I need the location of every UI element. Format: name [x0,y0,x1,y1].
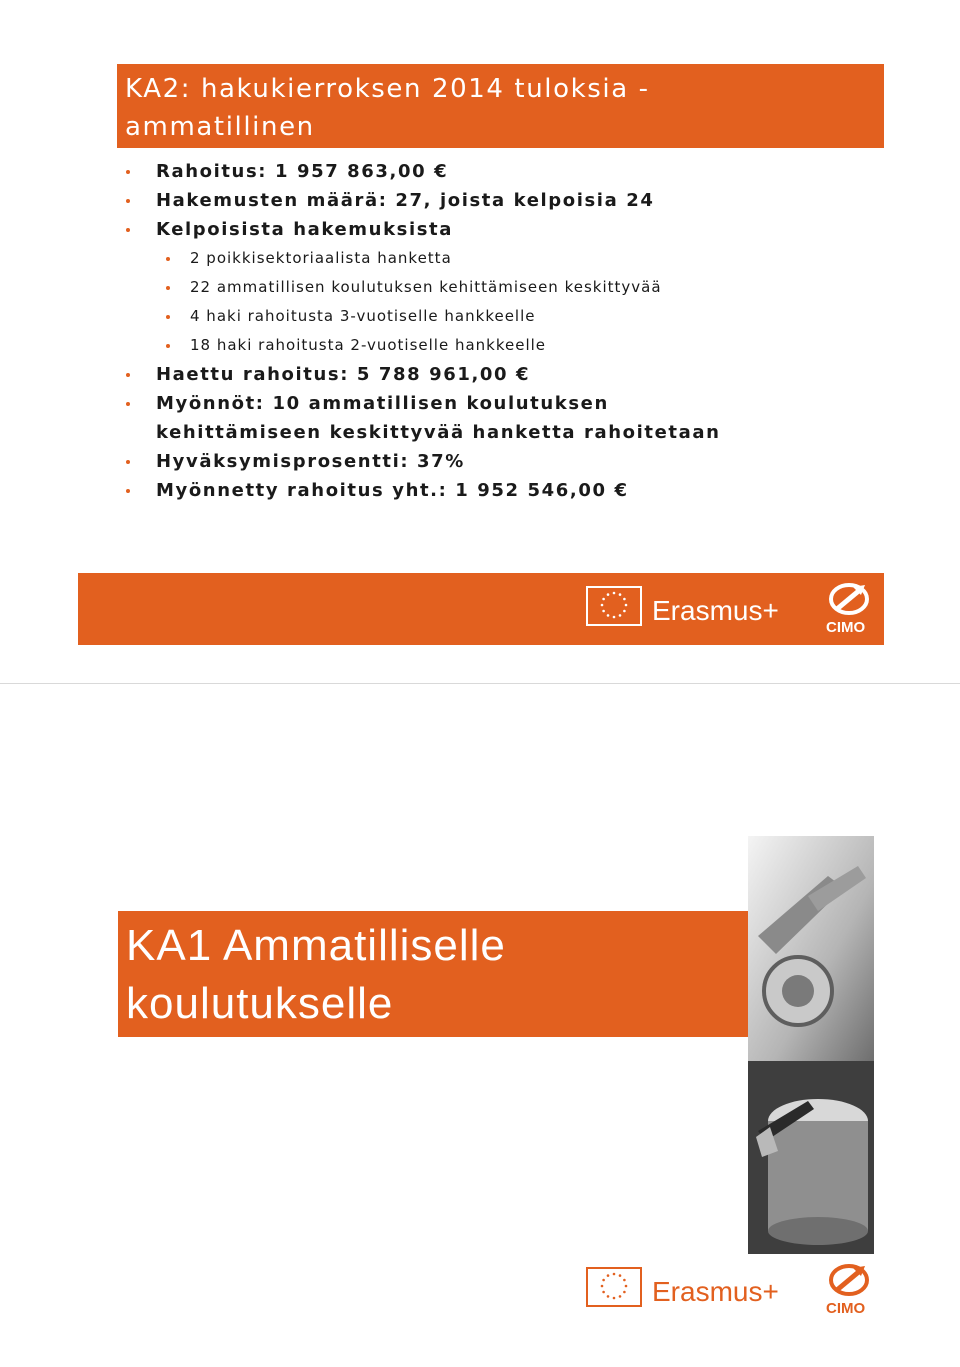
bullet-text: Hyväksymisprosentti: 37% [156,451,465,472]
erasmus-logo-text: Erasmus+ [652,1276,779,1307]
bullet-item [126,389,926,447]
bullet-item [126,157,926,186]
slide-title [118,911,748,1037]
sub-bullet-item [126,244,926,273]
bullet-dot-icon [166,257,170,261]
bullet-dot-icon [126,228,130,232]
bullet-dot-icon [126,170,130,174]
erasmus-logo-text: Erasmus+ [652,595,779,626]
bullet-text-continued: kehittämiseen keskittyvää hanketta rahoitetaan [156,422,721,443]
bullet-dot-icon [126,199,130,203]
slide-title-line1: KA1 Ammatilliselle [126,921,506,970]
bullet-dot-icon [126,489,130,493]
bullet-text: Haettu rahoitus: 5 788 961,00 € [156,364,531,385]
cimo-logo-text: CIMO [826,619,866,636]
bullet-text: 22 ammatillisen koulutuksen kehittämiseen keskittyvää [190,278,662,296]
bullet-dot-icon [166,286,170,290]
slide-ka2-results [0,0,960,683]
slide-title-line2: ammatillinen [125,112,315,142]
bullet-text: Kelpoisista hakemuksista [156,219,453,240]
bullet-item [126,447,926,476]
slide-title-line2: koulutukselle [126,979,394,1028]
footer-bar [78,573,884,645]
slide-title-line1: KA2: hakukierroksen 2014 tuloksia - [125,74,650,104]
sub-bullet-item [126,302,926,331]
bullet-text: 4 haki rahoitusta 3-vuotiselle hankkeelle [190,307,536,325]
bullet-dot-icon [126,402,130,406]
sub-bullet-item [126,331,926,360]
wrench-photo [748,836,874,1061]
bullet-text: Myönnöt: 10 ammatillisen koulutuksen [156,393,609,414]
sub-bullet-item [126,273,926,302]
bullet-dot-icon [126,373,130,377]
footer-logos [78,1254,884,1326]
bullet-item [126,360,926,389]
cimo-logo-text: CIMO [826,1300,866,1317]
slide-ka1 [0,683,960,1367]
tools-photo [748,836,874,1254]
bullet-dot-icon [166,315,170,319]
slide-title [117,64,884,148]
bullet-text: 18 haki rahoitusta 2-vuotiselle hankkeelle [190,336,547,354]
eu-flag-icon [586,586,642,626]
paint-can-photo [748,1061,874,1254]
bullet-text: 2 poikkisektoriaalista hanketta [190,249,452,267]
bullet-dot-icon [166,344,170,348]
bullet-item [126,215,926,244]
bullet-text: Myönnetty rahoitus yht.: 1 952 546,00 € [156,480,629,501]
bullet-item [126,476,926,505]
bullet-dot-icon [126,460,130,464]
bullet-text: Rahoitus: 1 957 863,00 € [156,161,449,182]
bullet-item [126,186,926,215]
bullet-list [126,157,926,505]
bullet-text: Hakemusten määrä: 27, joista kelpoisia 24 [156,190,655,211]
eu-flag-icon [586,1267,642,1307]
